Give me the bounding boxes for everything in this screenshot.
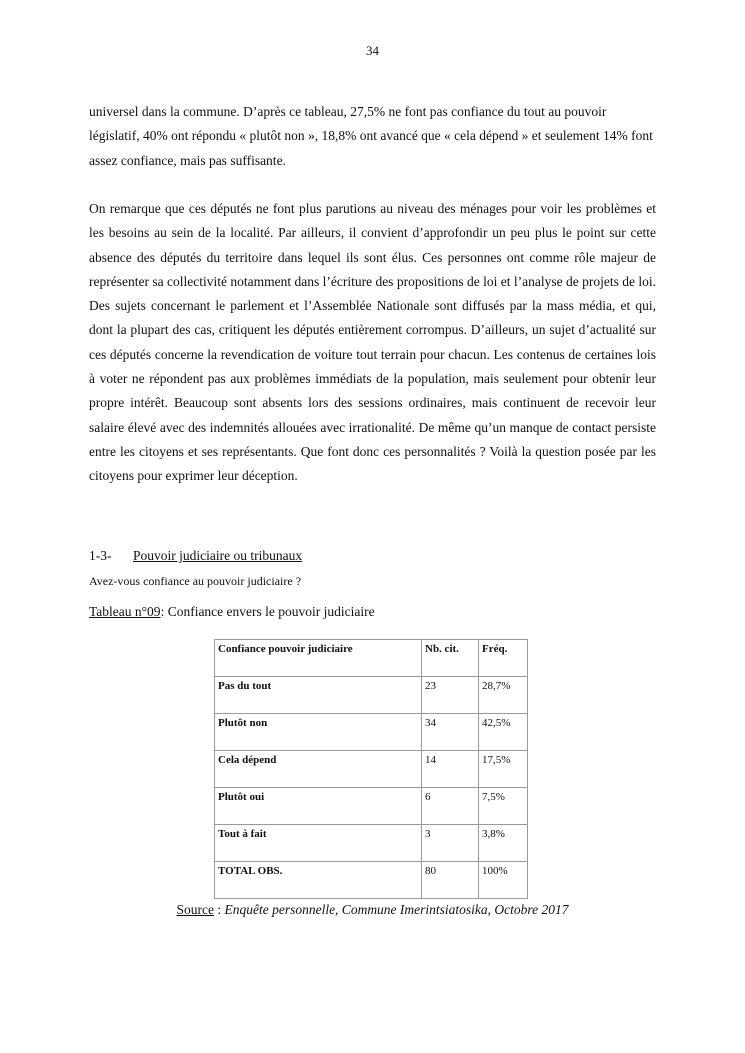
table-cell: 3,8% bbox=[479, 825, 528, 862]
header-cell: Nb. cit. bbox=[422, 640, 479, 677]
table-caption bbox=[89, 604, 375, 620]
table-cell: TOTAL OBS. bbox=[215, 862, 422, 899]
table-cell: 17,5% bbox=[479, 751, 528, 788]
table-row bbox=[215, 825, 528, 862]
table-cell: Plutôt oui bbox=[215, 788, 422, 825]
table-cell: 34 bbox=[422, 714, 479, 751]
table-cell: 42,5% bbox=[479, 714, 528, 751]
table-caption-label: Tableau n°09 bbox=[89, 604, 161, 619]
table-cell: Cela dépend bbox=[215, 751, 422, 788]
page-number: 34 bbox=[366, 43, 379, 58]
table-cell: 6 bbox=[422, 788, 479, 825]
paragraph-deputes: On remarque que ces députés ne font plus parutions au niveau des ménages pour voir les problèmes et les besoins au sein de la localité. Par ailleurs, il convient d’approfondir un peu plus le point sur cette absence des députés du territoire dans lequel ils sont élus. Ces personnes ont comme rôle majeur de représenter sa collectivité notamment dans l’écriture des propositions de loi et l’analyse de projets de loi. Des sujets concernant le parlement et l’Assemblée Nationale sont diffusés par la mass média, et qui, dont la plupart des cas, critiquent les députés entièrement corrompus. D’ailleurs, un sujet d’actualité sur ces députés concerne la revendication de voiture tout terrain pour chacun. Les contenus de certaines lois à voter ne répondent pas aux problèmes immédiats de la population, mais seulement pour obtenir leur propre intérêt. Beaucoup sont absents lors des sessions ordinaires, mais continuent de recevoir leur salaire élevé avec des indemnités allouées avec irrationalité. De même qu’un manque de contact persiste entre les citoyens et ses représentants. Que font donc ces personnalités ? Voilà la question posée par les citoyens pour exprimer leur déception. bbox=[89, 201, 656, 484]
confidence-table bbox=[214, 639, 528, 899]
table-total-row bbox=[215, 862, 528, 899]
section-number: 1-3- bbox=[89, 548, 112, 563]
section-heading bbox=[89, 548, 302, 564]
table-row bbox=[215, 788, 528, 825]
source-text: Enquête personnelle, Commune Imerintsiatosika, Octobre 2017 bbox=[224, 902, 569, 917]
survey-question: Avez-vous confiance au pouvoir judiciaire ? bbox=[89, 574, 302, 588]
source-separator: : bbox=[213, 902, 225, 917]
table-cell: 14 bbox=[422, 751, 479, 788]
table-cell: 80 bbox=[422, 862, 479, 899]
source-note bbox=[0, 902, 745, 918]
table-header-row bbox=[215, 640, 528, 677]
header-cell: Confiance pouvoir judiciaire bbox=[215, 640, 422, 677]
table-cell: 28,7% bbox=[479, 677, 528, 714]
table-cell: Plutôt non bbox=[215, 714, 422, 751]
table-cell: 23 bbox=[422, 677, 479, 714]
table-row bbox=[215, 677, 528, 714]
table-cell: 7,5% bbox=[479, 788, 528, 825]
table-cell: 3 bbox=[422, 825, 479, 862]
table-row bbox=[215, 751, 528, 788]
paragraph-intro: universel dans la commune. D’après ce tableau, 27,5% ne font pas confiance du tout au pouvoir législatif, 40% ont répondu « plutôt non », 18,8% ont avancé que « cela dépend » et seulement 14% font assez confiance, mais pas suffisante. bbox=[89, 104, 653, 168]
table-cell: 100% bbox=[479, 862, 528, 899]
source-label: Source bbox=[176, 902, 214, 917]
table-cell: Tout à fait bbox=[215, 825, 422, 862]
section-title: Pouvoir judiciaire ou tribunaux bbox=[133, 548, 303, 563]
header-cell: Fréq. bbox=[479, 640, 528, 677]
table-cell: Pas du tout bbox=[215, 677, 422, 714]
table-caption-text: : Confiance envers le pouvoir judiciaire bbox=[160, 604, 375, 619]
table-row bbox=[215, 714, 528, 751]
